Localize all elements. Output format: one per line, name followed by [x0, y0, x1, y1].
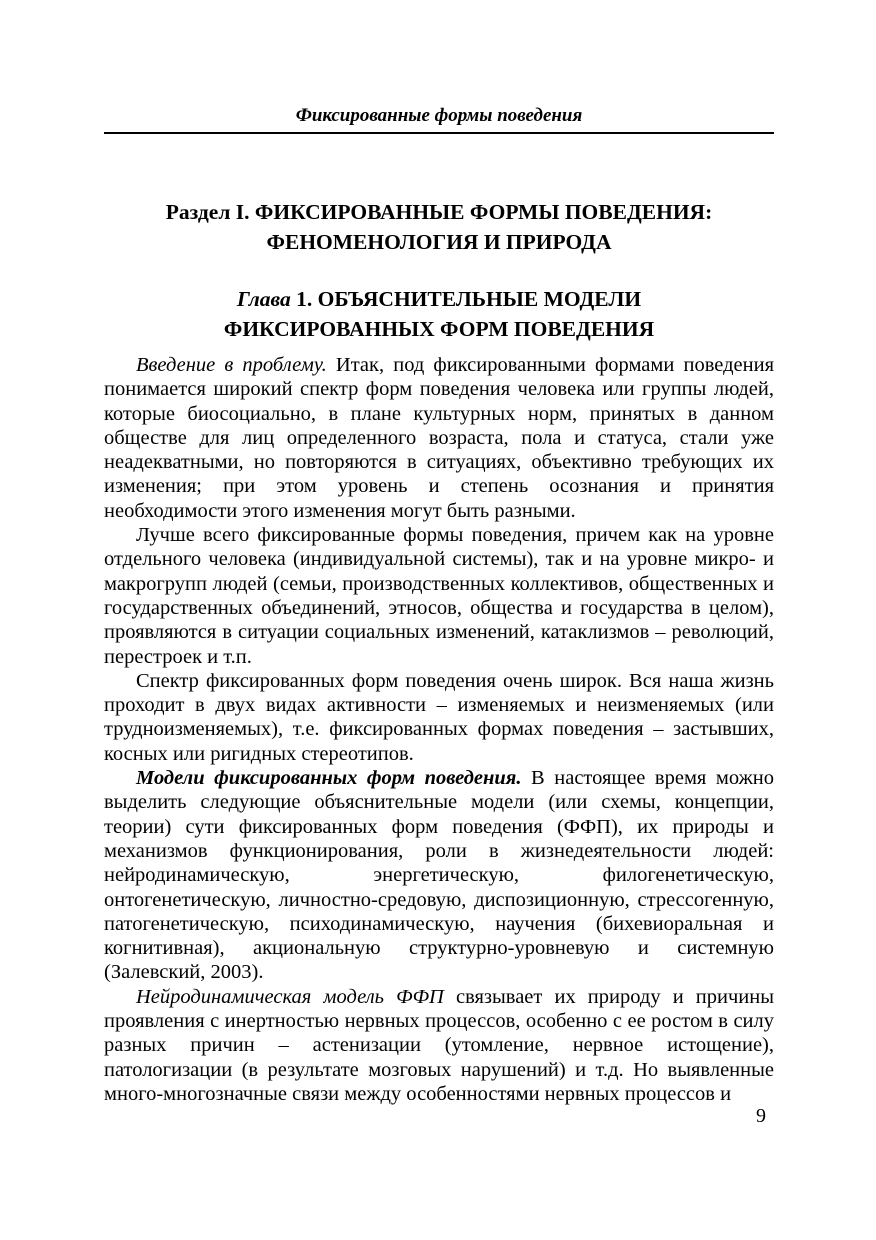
- running-head: [104, 105, 774, 134]
- text-run: Спектр фиксированных форм поведения очень широк. Вся наша жизнь проходит в двух видах активности – изменяемых и неизменяемых (или трудноизменяемых), т.е. фиксированных формах поведения – застывших, косных или ригидных стереотипов.: [104, 669, 774, 765]
- text-run: Лучше всего фиксированные формы поведения, причем как на уровне отдельного человека (индивидуальной системы), так и на уровне микро- и макрогрупп людей (семьи, производственных коллективов, общественных и государственных объединений, этносов, общества и государства в целом), проявляются в ситуации социальных изменений, катаклизмов – революций, перестроек и т.п.: [104, 524, 774, 668]
- section-title-line2: ФЕНОМЕНОЛОГИЯ И ПРИРОДА: [266, 230, 612, 254]
- text-run-bold-italic: Модели фиксированных форм поведения.: [136, 767, 522, 790]
- body-text: [104, 353, 774, 1106]
- paragraph: [104, 985, 774, 1106]
- chapter-title: [104, 284, 774, 344]
- chapter-title-word: Глава: [236, 287, 291, 311]
- text-run: В настоящее время можно выделить следующие объяснительные модели (или схемы, концепции, теории) сути фиксированных форм поведения (ФФП), их природы и механизмов функционирования, роли в жизнедеятельности людей: нейродинамическую, энергетическую, филогенетическую, онтогенетическую, личностно-средовую, диспозиционную, стрессогенную, патогенетическую, психодинамическую, научения (бихевиоральная и когнитивная), акциональную структурно-уровневую и системную (Залевский, 2003).: [104, 767, 774, 984]
- chapter-title-line2: ФИКСИРОВАННЫХ ФОРМ ПОВЕДЕНИЯ: [223, 317, 655, 341]
- paragraph: [104, 523, 774, 669]
- paragraph: [104, 766, 774, 985]
- text-run-italic: Введение в проблему.: [136, 354, 327, 376]
- running-head-title: Фиксированные формы поведения: [295, 105, 583, 126]
- text-run-italic: Нейродинамическая модель ФФП: [136, 985, 444, 1008]
- chapter-title-line1-rest: 1. ОБЪЯСНИТЕЛЬНЫЕ МОДЕЛИ: [290, 287, 642, 311]
- paragraph: [104, 669, 774, 766]
- section-title: [104, 197, 774, 257]
- paragraph: [104, 353, 774, 523]
- text-run: Итак, под фиксированными формами поведения понимается широкий спектр форм поведения человека или группы людей, которые биосоциально, в плане культурных норм, принятых в данном обществе для лиц определенного возраста, пола и статуса, стали уже неадекватными, но повторяются в ситуациях, объективно требующих их изменения; при этом уровень и степень осознания и принятия необходимости этого изменения могут быть разными.: [104, 354, 774, 522]
- page-number: 9: [756, 1105, 766, 1127]
- page-content: [104, 0, 774, 1106]
- text-run: связывает их природу и причины проявления с инертностью нервных процессов, особенно с ее ростом в силу разных причин – астенизации (утомление, нервное истощение), патологизации (в результате мозговых нарушений) и т.д. Но выявленные много-многозначные связи между особенностями нервных процессов и: [104, 985, 774, 1105]
- section-title-line1: Раздел I. ФИКСИРОВАННЫЕ ФОРМЫ ПОВЕДЕНИЯ:: [165, 200, 713, 224]
